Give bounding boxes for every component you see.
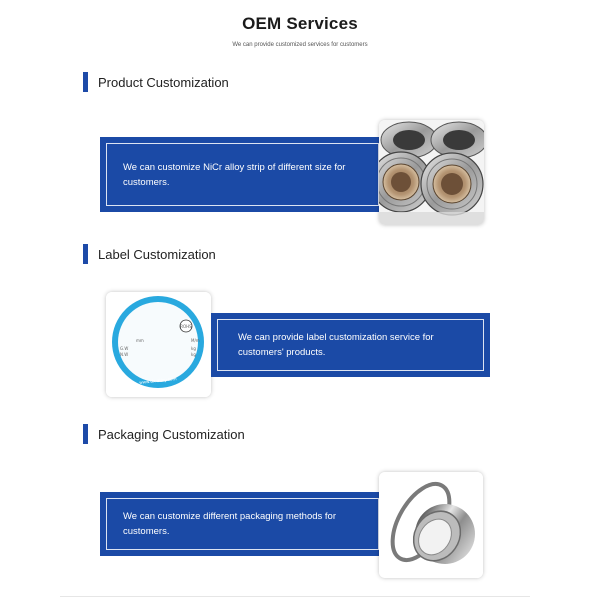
section-heading-product bbox=[83, 72, 229, 92]
product-description-box bbox=[100, 137, 385, 212]
label-field-left-2: G.W bbox=[120, 346, 129, 351]
label-description-frame bbox=[217, 319, 484, 371]
section-heading-label bbox=[83, 244, 216, 264]
round-label-sample bbox=[106, 292, 211, 397]
page-subtitle: We can provide customized services for customers bbox=[232, 42, 368, 48]
page-title: OEM Services bbox=[242, 14, 358, 33]
label-field-right-1: M/m bbox=[191, 338, 200, 343]
coils-image bbox=[379, 120, 484, 225]
section-accent-bar bbox=[83, 424, 88, 444]
label-image bbox=[106, 292, 211, 397]
metal-strip-coils-photo bbox=[379, 120, 484, 225]
product-description-text: We can customize NiCr alloy strip of different size for customers. bbox=[123, 161, 346, 188]
label-field-left-1: mm bbox=[136, 338, 144, 343]
section-heading-packaging bbox=[83, 424, 245, 444]
label-logo-text: ROHS bbox=[180, 323, 192, 329]
product-description-frame bbox=[106, 143, 379, 206]
page-header bbox=[0, 14, 600, 48]
label-description-box bbox=[211, 313, 490, 377]
packaging-description-box bbox=[100, 492, 385, 556]
section-title-label: Label Customization bbox=[98, 246, 216, 262]
packaging-description-text: We can customize different packaging methods for customers. bbox=[123, 511, 336, 537]
metal-strip-roll-photo bbox=[379, 472, 483, 578]
label-description-text: We can provide label customization service for customers' products. bbox=[238, 332, 434, 358]
section-accent-bar bbox=[83, 244, 88, 264]
label-field-right-2: kg bbox=[191, 346, 196, 351]
roll-image bbox=[379, 472, 483, 578]
label-field-left-3: N.W bbox=[120, 352, 129, 357]
section-title-product: Product Customization bbox=[98, 74, 229, 90]
section-accent-bar bbox=[83, 72, 88, 92]
packaging-description-frame bbox=[106, 498, 379, 550]
label-url-text: www.dx-alloy.com bbox=[138, 376, 177, 385]
label-field-right-3: kg bbox=[191, 352, 196, 357]
section-title-packaging: Packaging Customization bbox=[98, 426, 245, 442]
bottom-divider bbox=[60, 596, 530, 597]
